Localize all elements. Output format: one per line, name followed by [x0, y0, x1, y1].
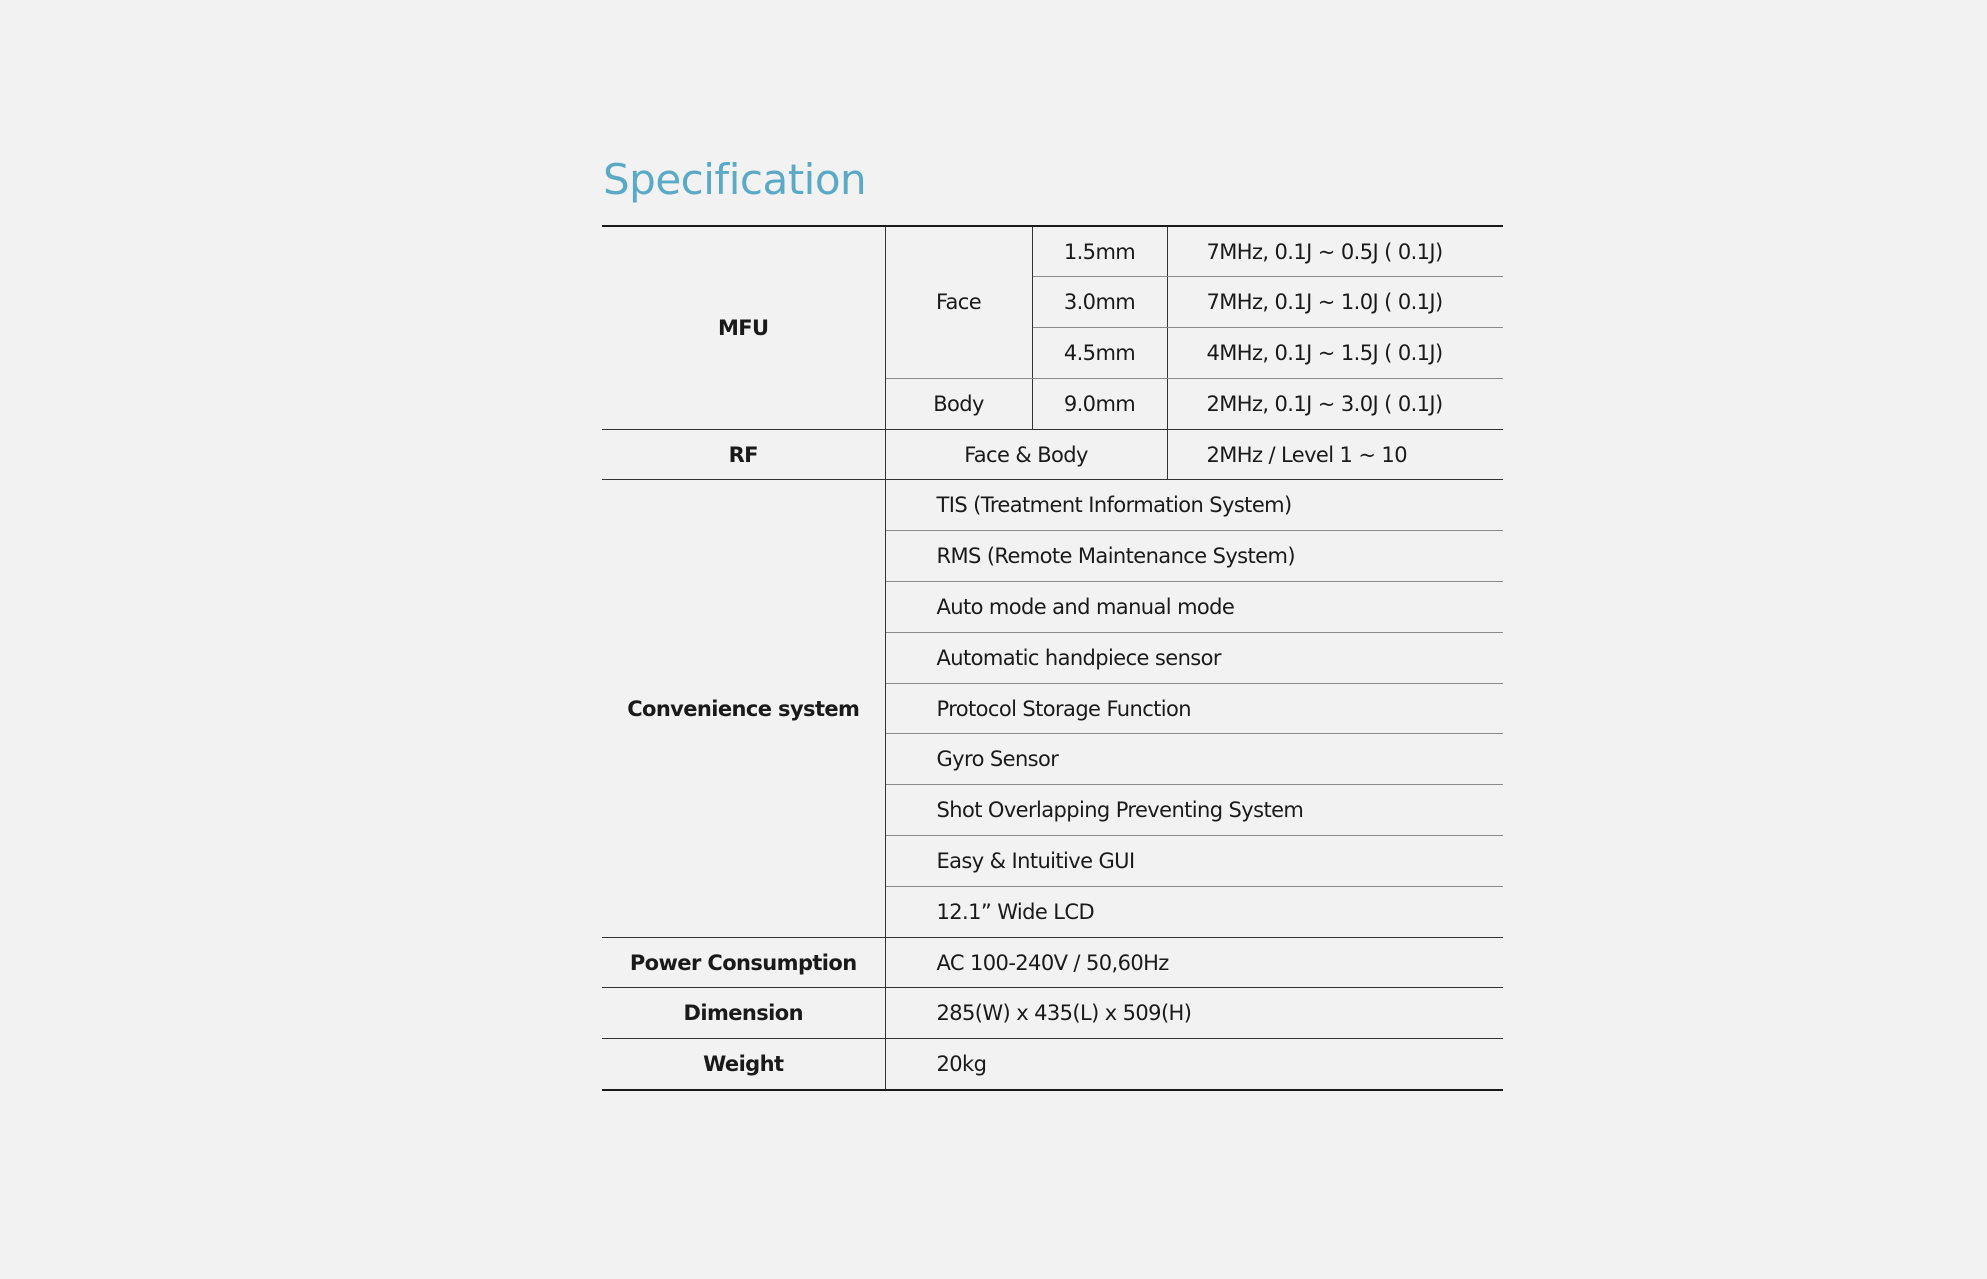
feature-item: Easy & Intuitive GUI — [885, 836, 1503, 887]
value-cell: 2MHz / Level 1 ~ 10 — [1167, 429, 1503, 480]
feature-item: Shot Overlapping Preventing System — [885, 785, 1503, 836]
category-convenience-system: Convenience system — [602, 480, 885, 937]
page-title: Specification — [603, 155, 867, 204]
value-cell: 4MHz, 0.1J ~ 1.5J ( 0.1J) — [1167, 328, 1503, 379]
feature-item: TIS (Treatment Information System) — [885, 480, 1503, 531]
feature-item: Gyro Sensor — [885, 734, 1503, 785]
depth-cell: 1.5mm — [1032, 226, 1167, 277]
table-row — [602, 480, 1503, 531]
table-row — [602, 429, 1503, 480]
specification-table — [602, 225, 1503, 1091]
category-rf: RF — [602, 429, 885, 480]
depth-cell: 9.0mm — [1032, 378, 1167, 429]
value-cell: 285(W) x 435(L) x 509(H) — [885, 988, 1503, 1039]
depth-cell: 3.0mm — [1032, 277, 1167, 328]
value-cell: 7MHz, 0.1J ~ 1.0J ( 0.1J) — [1167, 277, 1503, 328]
table-row — [602, 937, 1503, 988]
value-cell: AC 100-240V / 50,60Hz — [885, 937, 1503, 988]
category-weight: Weight — [602, 1039, 885, 1090]
rf-target-cell: Face & Body — [885, 429, 1167, 480]
value-cell: 2MHz, 0.1J ~ 3.0J ( 0.1J) — [1167, 378, 1503, 429]
table-row — [602, 1039, 1503, 1090]
depth-cell: 4.5mm — [1032, 328, 1167, 379]
category-dimension: Dimension — [602, 988, 885, 1039]
table-row — [602, 226, 1503, 277]
subcategory-face: Face — [885, 226, 1032, 378]
value-cell: 7MHz, 0.1J ~ 0.5J ( 0.1J) — [1167, 226, 1503, 277]
category-mfu: MFU — [602, 226, 885, 429]
feature-item: 12.1” Wide LCD — [885, 886, 1503, 937]
feature-item: Automatic handpiece sensor — [885, 632, 1503, 683]
feature-item: RMS (Remote Maintenance System) — [885, 531, 1503, 582]
category-power-consumption: Power Consumption — [602, 937, 885, 988]
value-cell: 20kg — [885, 1039, 1503, 1090]
feature-item: Protocol Storage Function — [885, 683, 1503, 734]
feature-item: Auto mode and manual mode — [885, 582, 1503, 633]
table-row — [602, 988, 1503, 1039]
subcategory-body: Body — [885, 378, 1032, 429]
